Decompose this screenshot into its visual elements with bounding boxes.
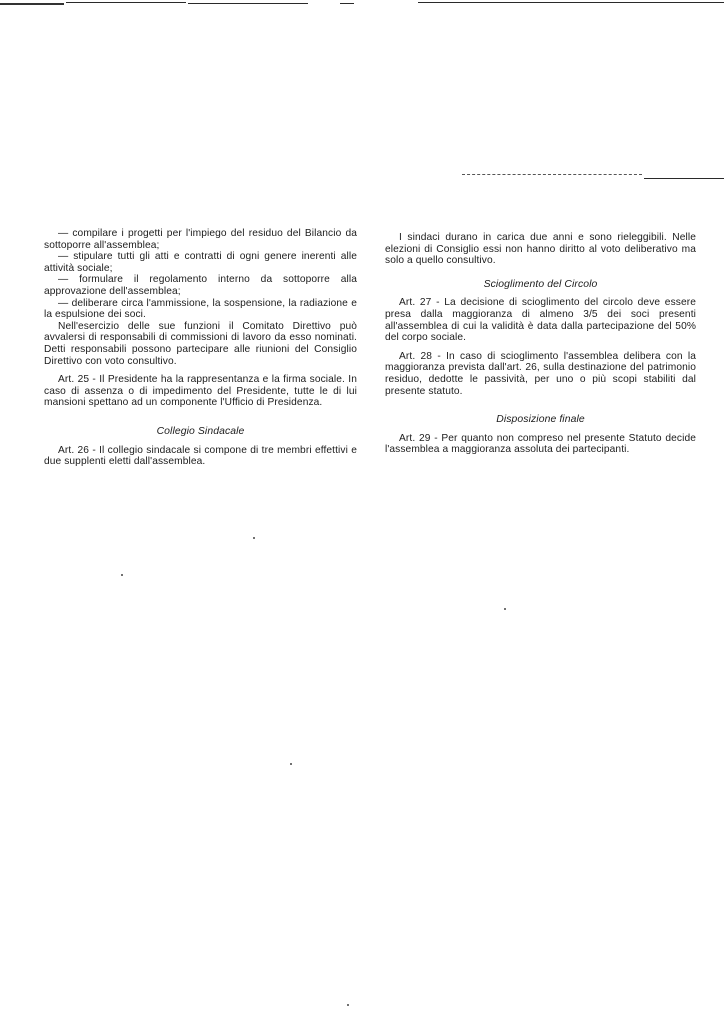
scan-edge-line <box>418 2 724 3</box>
section-heading-disposizione: Disposizione finale <box>496 414 585 426</box>
scan-speck <box>253 537 255 539</box>
paragraph-comitato: Nell'esercizio delle sue funzioni il Comitato Direttivo può avvalersi di responsabili di commissioni di lavoro da esso nominati. Detti responsabili possono partecipare alle riunioni del Consiglio Direttivo con voto consultivo. <box>44 320 357 367</box>
scan-edge-line <box>340 3 354 4</box>
list-item: — deliberare circa l'ammissione, la sospensione, la radiazione e la espulsione dei soci. <box>44 297 357 321</box>
left-column <box>44 228 357 468</box>
scan-edge-line <box>0 3 64 5</box>
scan-speck <box>121 574 123 576</box>
section-heading-collegio: Collegio Sindacale <box>156 425 245 437</box>
scan-fold-line <box>462 174 642 175</box>
scan-speck <box>347 1004 349 1006</box>
article-25: Art. 25 - Il Presidente ha la rappresentanza e la firma sociale. In caso di assenza o di impedimento del Presidente, tutte le di lui mansioni spettano ad un componente l'Ufficio di Presidenza. <box>44 374 357 409</box>
scan-edge-line <box>188 3 308 4</box>
article-28: Art. 28 - In caso di scioglimento l'assemblea delibera con la maggioranza prevista dall'art. 26, sulla destinazione del patrimonio residuo, dedotte le passività, per uno o più scopi stabiliti dal presente statuto. <box>385 350 696 397</box>
list-item: — compilare i progetti per l'impiego del residuo del Bilancio da sottoporre all'assemblea; <box>44 228 357 251</box>
article-26: Art. 26 - Il collegio sindacale si compone di tre membri effettivi e due supplenti eletti dall'assemblea. <box>44 444 357 468</box>
paragraph-sindaci: I sindaci durano in carica due anni e sono rieleggibili. Nelle elezioni di Consiglio essi non hanno diritto al voto deliberativo ma solo a quello consultivo. <box>385 232 696 267</box>
article-29: Art. 29 - Per quanto non compreso nel presente Statuto decide l'assemblea a maggioranza assoluta dei partecipanti. <box>385 432 696 456</box>
right-column <box>385 232 696 456</box>
article-27: Art. 27 - La decisione di scioglimento del circolo deve essere presa dalla maggioranza di almeno 3/5 dei soci presenti all'assemblea di cui la validità è data dalla partecipazione del 50% del corpo sociale. <box>385 297 696 344</box>
scan-fold-line <box>644 178 724 179</box>
scan-speck <box>504 608 506 610</box>
list-item: — formulare il regolamento interno da sottoporre alla approvazione dell'assemblea; <box>44 274 357 297</box>
scan-speck <box>290 763 292 765</box>
section-heading-scioglimento: Scioglimento del Circolo <box>483 278 598 290</box>
scan-edge-line <box>66 2 186 3</box>
list-item: — stipulare tutti gli atti e contratti di ogni genere inerenti alle attività sociale; <box>44 251 357 274</box>
